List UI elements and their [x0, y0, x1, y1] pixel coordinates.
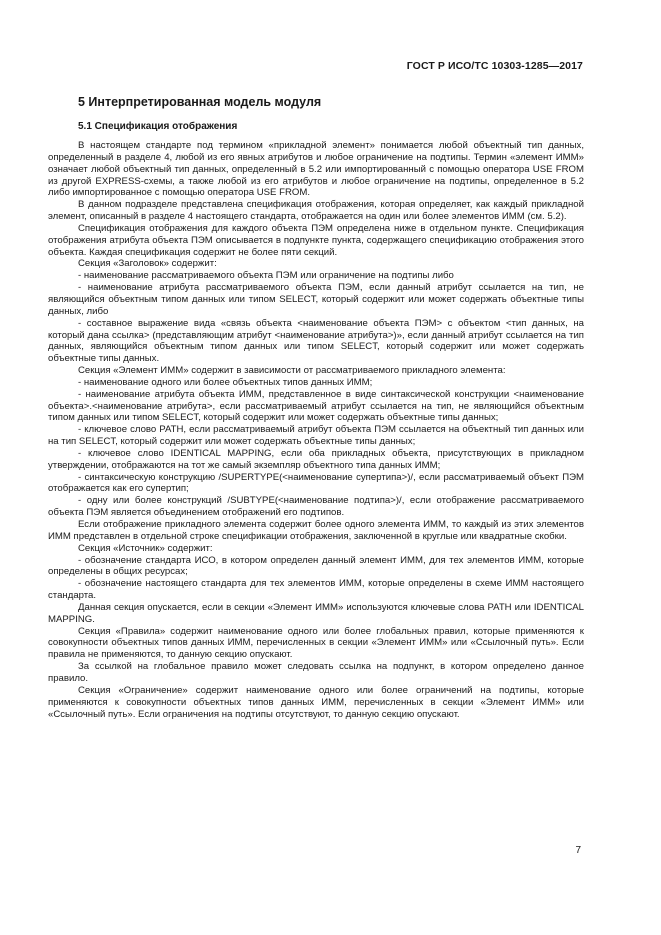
paragraph: Данная секция опускается, если в секции «Элемент ИММ» используются ключевые слова PATH или IDENTICAL MAPPING.	[48, 601, 584, 625]
list-item: - наименование атрибута объекта ИММ, представленное в виде синтаксической конструкции <наименование объекта>.<наименование атрибута>, если рассматриваемый атрибут ссылается на тип, не являющийся объектным типом данных или типом SELECT, который содержит или может содержать объектные типы данных;	[48, 388, 584, 424]
subsection-title: 5.1 Спецификация отображения	[78, 121, 238, 132]
paragraph: Если отображение прикладного элемента содержит более одного элемента ИММ, то каждый из этих элементов ИММ представлен в отдельной строке спецификации отображения, заключенной в круглые или квадратные скобки.	[48, 519, 584, 542]
paragraph: В настоящем стандарте под термином «прикладной элемент» понимается любой объектный тип данных, определенный в разделе 4, любой из его явных атрибутов и любое ограничение на подтипы. Термин «элемент ИММ» означает любой объектный тип данных, определенный в 5.2 или импортированный с помощью оператора USE FROM из другой EXPRESS-схемы, а также любой из его атрибутов и любое ограничение на подтипы, определенное в 5.2 либо импортированное с помощью оператора USE FROM.	[48, 140, 584, 199]
list-item: - одну или более конструкций /SUBTYPE(<наименование подтипа>)/, если отображение рассматриваемого объекта ПЭМ является объединением отображений его подтипов.	[48, 495, 584, 519]
standard-designation: ГОСТ Р ИСО/ТС 10303-1285—2017	[406, 60, 583, 72]
paragraph: Секция «Заголовок» содержит:	[78, 258, 217, 270]
paragraph: За ссылкой на глобальное правило может следовать ссылка на подпункт, в котором определено данное правило.	[48, 661, 584, 684]
paragraph: Секция «Источник» содержит:	[78, 542, 213, 554]
paragraph: В данном подразделе представлена спецификация отображения, которая определяет, как каждый прикладной элемент, описанный в разделе 4 настоящего стандарта, отображается на один или более элементов ИММ (см. 5.2).	[48, 199, 584, 223]
list-item: - наименование одного или более объектных типов данных ИММ;	[78, 376, 373, 388]
page-number: 7	[575, 845, 581, 856]
paragraph: Спецификация отображения для каждого объекта ПЭМ определена ниже в отдельном пункте. Спецификация отображения атрибута объекта ПЭМ описывается в подпункте пункта, содержащего спецификацию отображения этого объекта. Каждая спецификация содержит не более пяти секций.	[48, 222, 584, 258]
list-item: - наименование атрибута рассматриваемого объекта ПЭМ, если данный атрибут ссылается на тип, не являющийся объектным типом данных или типом SELECT, который содержит или может содержать объектные типы данных, либо	[48, 282, 584, 317]
paragraph: Секция «Правила» содержит наименование одного или более глобальных правил, которые применяются к совокупности объектных типов данных ИММ, перечисленных в секции «Элемент ИММ» или «Ссылочный путь». Если правила не применяются, то данную секцию опускают.	[48, 625, 584, 661]
section-title: 5 Интерпретированная модель модуля	[78, 95, 322, 109]
list-item: - синтаксическую конструкцию /SUPERTYPE(<наименование супертипа>)/, если рассматриваемый объект ПЭМ отображается как его супертип;	[48, 471, 584, 495]
body-text	[48, 140, 584, 720]
list-item: - обозначение стандарта ИСО, в котором определен данный элемент ИММ, для тех элементов ИММ, которые определены в общих ресурсах;	[48, 554, 584, 578]
list-item: - составное выражение вида «связь объекта <наименование объекта ПЭМ> с объектом <тип данных, на который дана ссылка> (представляющим атрибут <наименование атрибута>)», если данный атрибут ссылается на тип данных, являющийся объектным типом данных или типом SELECT, который содержит или может содержать объектные типы данных.	[48, 317, 584, 365]
paragraph: Секция «Ограничение» содержит наименование одного или более ограничений на подтипы, которые применяются к совокупности объектных типов данных ИММ, перечисленных в секции «Элемент ИММ» или «Ссылочный путь». Если ограничения на подтипы отсутствуют, то данную секцию опускают.	[48, 684, 584, 720]
list-item: - ключевое слово PATH, если рассматриваемый атрибут объекта ПЭМ ссылается на объектный тип данных или на тип SELECT, который содержит или может содержать объектные типы данных;	[48, 424, 584, 448]
list-item: - обозначение настоящего стандарта для тех элементов ИММ, которые определены в схеме ИММ настоящего стандарта.	[48, 578, 584, 602]
paragraph: Секция «Элемент ИММ» содержит в зависимости от рассматриваемого прикладного элемента:	[78, 365, 506, 377]
list-item: - наименование рассматриваемого объекта ПЭМ или ограничение на подтипы либо	[78, 270, 454, 282]
list-item: - ключевое слово IDENTICAL MAPPING, если оба прикладных объекта, присутствующих в прикладном утверждении, отображаются на тот же самый экземпляр объектного типа данных ИММ;	[48, 447, 584, 471]
